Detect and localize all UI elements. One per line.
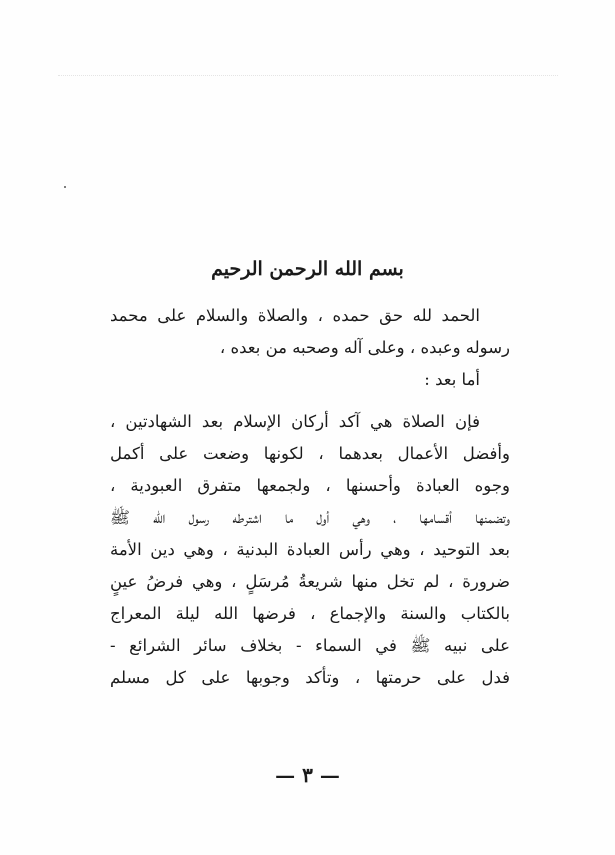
basmala-heading: بسم الله الرحمن الرحيم xyxy=(211,258,404,280)
page-speck xyxy=(64,186,66,188)
body-line: وأفضل الأعمال بعدهما ، لكونها وضعت على أكمل xyxy=(110,444,510,463)
body-line: بالكتاب والسنة والإجماع ، فرضها الله ليلة المعراج xyxy=(110,604,510,623)
body-line: وتضمنها أقسامها ، وهي أول ما اشترطه رسول الله ﷺ xyxy=(110,508,510,527)
body-line: على نبيه ﷺ في السماء - بخلاف سائر الشرائع - xyxy=(110,636,510,655)
intro-line: رسوله وعبده ، وعلى آله وصحبه من بعده ، xyxy=(219,338,510,357)
page-number: — ٣ — xyxy=(275,763,340,787)
intro-line: أما بعد : xyxy=(424,370,480,389)
body-line: بعد التوحيد ، وهي رأس العبادة البدنية ، وهي دين الأمة xyxy=(110,540,510,559)
body-line: فدل على حرمتها ، وتأكد وجوبها على كل مسلم xyxy=(110,668,510,687)
intro-line: الحمد لله حق حمده ، والصلاة والسلام على محمد xyxy=(110,306,480,325)
body-line: ضرورة ، لم تخل منها شريعةُ مُرسَلٍ ، وهي فرضُ عينٍ xyxy=(110,572,510,591)
header-rule xyxy=(58,75,558,76)
text-block xyxy=(110,300,510,694)
paragraph-gap xyxy=(110,396,510,406)
body-line: فإن الصلاة هي آكد أركان الإسلام بعد الشهادتين ، xyxy=(110,412,480,431)
body-line: وجوه العبادة وأحسنها ، ولجمعها متفرق العبودية ، xyxy=(110,476,510,495)
